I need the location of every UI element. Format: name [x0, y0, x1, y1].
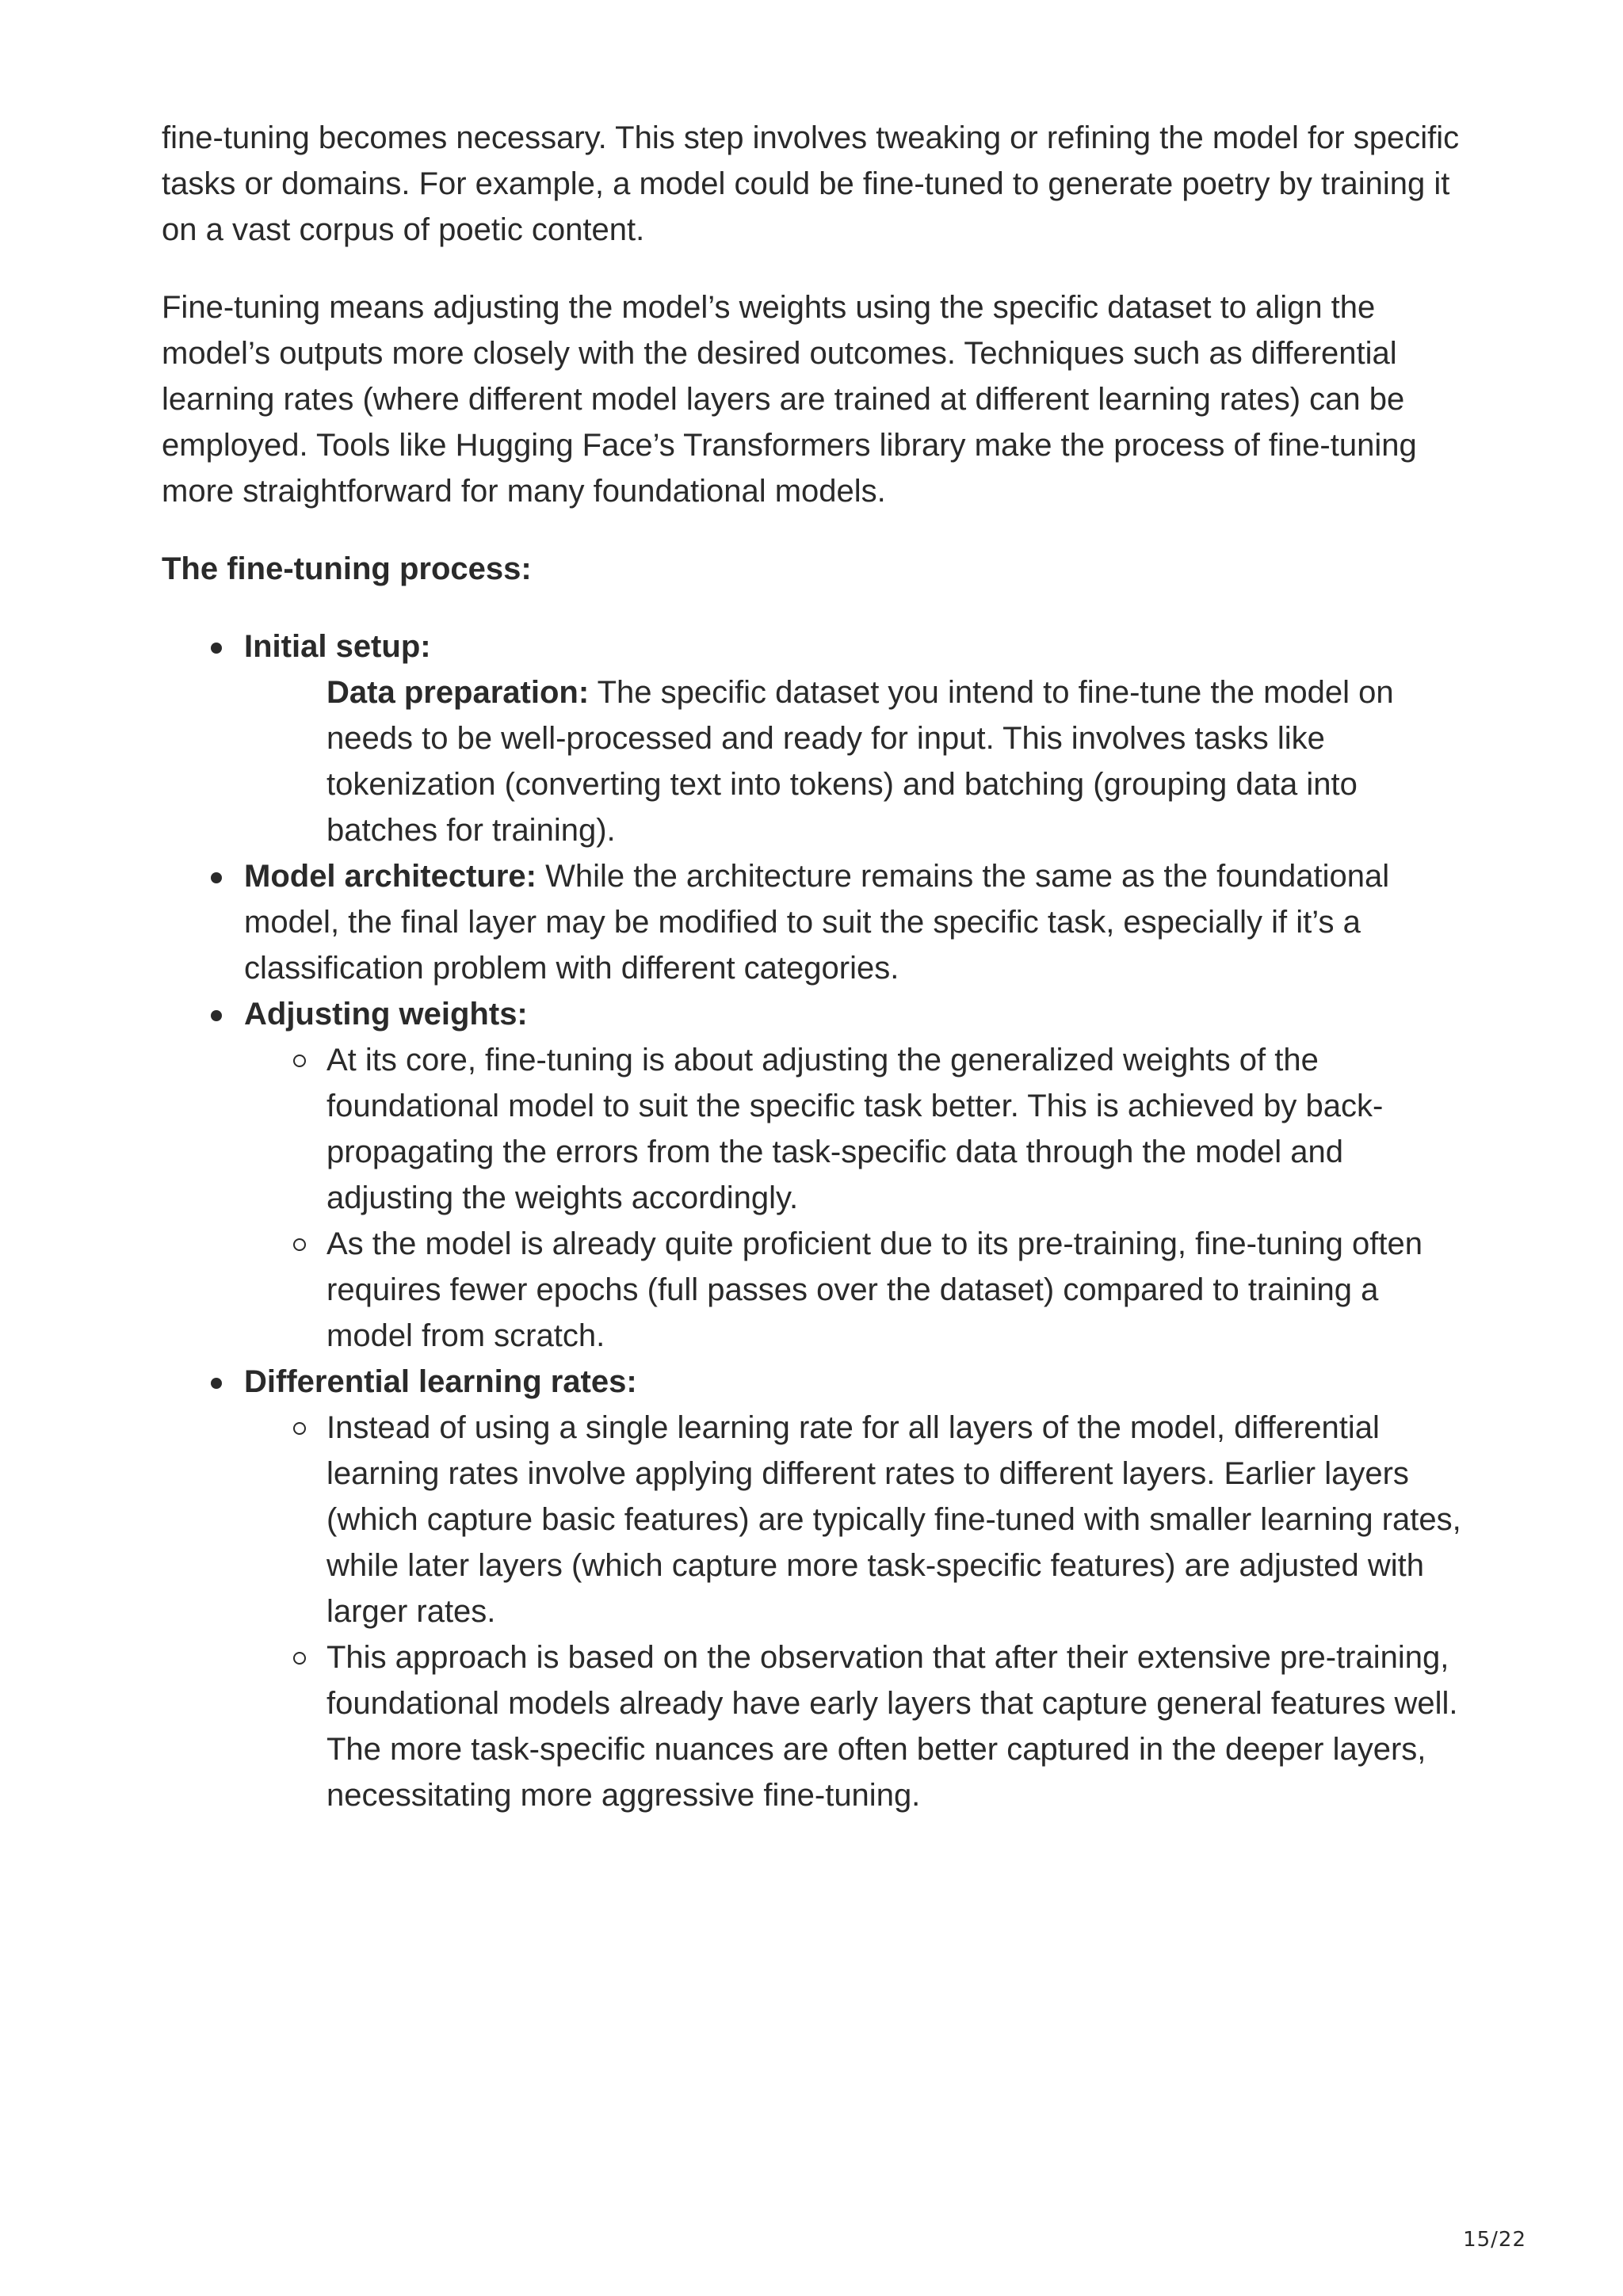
sub-list-item: [327, 1037, 1469, 1221]
hollow-bullet-icon: [293, 1055, 306, 1067]
bullet-icon: [211, 1010, 222, 1021]
list-item-initial-setup: [244, 624, 1469, 853]
hollow-bullet-icon: [293, 1238, 306, 1251]
list-item-model-architecture: [244, 853, 1469, 991]
list-item-text: While the architecture remains the same as the foundational model, the final layer may be modified to suit the specific task, especially if it’s a classification problem with different categories.: [244, 859, 1390, 986]
document-body: [162, 115, 1469, 1818]
data-preparation-text: The specific dataset you intend to fine-tune the model on needs to be well-processed and ready for input. This involves tasks like tokenization (converting text into tokens) and batching (grouping data into batches for training).: [327, 675, 1394, 848]
bullet-icon: [211, 872, 222, 883]
data-preparation-label: Data preparation:: [327, 675, 590, 710]
sub-list-item: [327, 1634, 1469, 1818]
sub-list-item-text: This approach is based on the observation that after their extensive pre-training, foundational models already have early layers that capture general features well. The more task-specific nuances are often better captured in the deeper layers, necessitating more aggressive fine-tuning.: [327, 1640, 1458, 1813]
hollow-bullet-icon: [293, 1652, 306, 1665]
sub-list-item: [327, 1221, 1469, 1359]
sub-list: [244, 1405, 1469, 1818]
list-item-title: Differential learning rates:: [244, 1364, 637, 1399]
sub-list-item-text: As the model is already quite proficient due to its pre-training, fine-tuning often requires fewer epochs (full passes over the dataset) compared to training a model from scratch.: [327, 1226, 1423, 1353]
paragraph-fine-tuning-definition: Fine-tuning means adjusting the model’s weights using the specific dataset to align the model’s outputs more closely with the desired outcomes. Techniques such as differential learning rates (where different model layers are trained at different learning rates) can be employed. Tools like Hugging Face’s Transformers library make the process of fine-tuning more straightforward for many foundational models.: [162, 290, 1417, 509]
list-item-title: Initial setup:: [244, 629, 431, 664]
list-item-title: Adjusting weights:: [244, 997, 528, 1032]
section-heading: The fine-tuning process:: [162, 551, 532, 586]
bullet-icon: [211, 643, 222, 654]
sub-list-item: [327, 1405, 1469, 1634]
bullet-icon: [211, 1378, 222, 1389]
sub-list-item-text: At its core, fine-tuning is about adjusting the generalized weights of the foundational model to suit the specific task better. This is achieved by back-propagating the errors from the task-specific data through the model and adjusting the weights accordingly.: [327, 1043, 1384, 1215]
list-item-title: Model architecture:: [244, 859, 537, 894]
data-preparation-block: [244, 669, 1469, 853]
sub-list: [244, 1037, 1469, 1359]
list-item-adjusting-weights: [244, 991, 1469, 1359]
list-item-differential-learning-rates: [244, 1359, 1469, 1818]
paragraph-intro: fine-tuning becomes necessary. This step involves tweaking or refining the model for specific tasks or domains. For example, a model could be fine-tuned to generate poetry by training it on a vast corpus of poetic content.: [162, 120, 1460, 247]
hollow-bullet-icon: [293, 1422, 306, 1435]
process-list: [162, 624, 1469, 1818]
sub-list-item-text: Instead of using a single learning rate for all layers of the model, differential learning rates involve applying different rates to different layers. Earlier layers (which capture basic features) are typically fine-tuned with smaller learning rates, while later layers (which capture more task-specific features) are adjusted with larger rates.: [327, 1410, 1461, 1629]
page-number: 15/22: [1463, 2228, 1526, 2252]
